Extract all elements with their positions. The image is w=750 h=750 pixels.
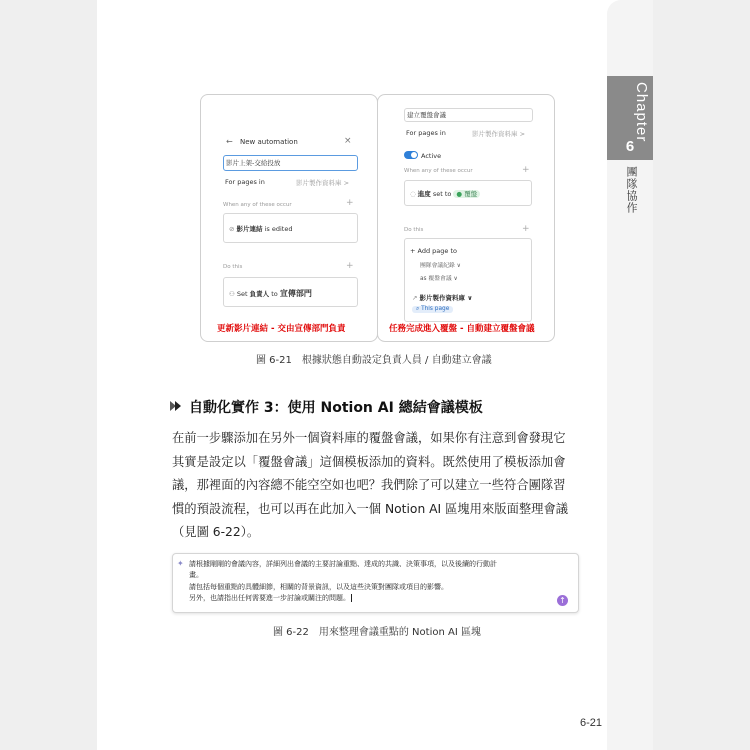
action-property: 負責人 xyxy=(249,290,270,298)
action-value: 宣傳部門 xyxy=(279,289,312,298)
automation-name-value: 影片上架-交給投放 xyxy=(226,159,281,167)
search-icon: ⌕ xyxy=(416,306,420,312)
prompt-line-text: 另外，也請指出任何需要進一步討論或關注的問題。 xyxy=(189,593,350,602)
paragraph-line: 議，那裡面的內容總不能空空如也吧？我們除了可以建立一些符合團隊習 xyxy=(172,478,566,493)
as-label: as xyxy=(420,276,427,282)
for-pages-db[interactable]: 影片製作資料庫 > xyxy=(472,130,526,138)
sparkle-icon: ✦ xyxy=(177,559,184,568)
action-header: Do this xyxy=(404,227,424,233)
trigger-condition: is edited xyxy=(262,225,293,233)
figure-6-21-caption: 圖 6-21 根據狀態自動設定負責人員 / 自動建立會議 xyxy=(256,355,492,366)
status-icon: ◌ xyxy=(410,190,416,198)
paragraph-line: 慣的預設流程，也可以再在此加入一個 Notion AI 區塊用來版面整理會議 xyxy=(172,501,569,516)
close-icon[interactable]: × xyxy=(344,136,352,146)
chapter-title: 團隊協作 xyxy=(625,166,638,214)
chapter-number: 6 xyxy=(625,138,635,155)
add-page-row xyxy=(410,247,457,255)
prompt-line: 請包括每個重點的具體細節，相關的背景資訊，以及這些決策對團隊或項目的影響。 xyxy=(189,582,448,591)
action-to: to xyxy=(269,290,280,298)
add-action-icon[interactable]: + xyxy=(522,224,530,234)
prompt-line: 請根據剛剛的會議內容，詳細列出會議的主要討論重點、達成的共識、決策事項，以及後續的行動計 xyxy=(189,560,497,568)
add-page-label: Add page to xyxy=(417,247,458,255)
prompt-line xyxy=(189,593,559,604)
add-action-icon[interactable]: + xyxy=(346,261,354,271)
relation-property: 影片製作資料庫 ∨ xyxy=(419,294,473,302)
add-trigger-icon[interactable]: + xyxy=(522,165,530,175)
prompt-line: 畫。 xyxy=(189,571,203,580)
plus-icon: + xyxy=(410,247,416,255)
paragraph-line: 其實是設定以「覆盤會議」這個模板添加的資料。既然使用了模板添加會 xyxy=(172,454,566,469)
template-select[interactable]: 覆盤會議 ∨ xyxy=(428,276,458,282)
paragraph-line: 在前一步驟添加在另外一個資料庫的覆盤會議，如果你有注意到會發現它 xyxy=(172,431,566,445)
back-arrow-icon[interactable]: ← xyxy=(226,137,233,146)
toggle-knob xyxy=(411,152,417,158)
automation-title: New automation xyxy=(240,138,298,146)
trigger-text xyxy=(410,189,480,198)
chapter-label: Chapter xyxy=(633,82,650,143)
active-toggle[interactable] xyxy=(404,151,418,159)
this-page-pill[interactable] xyxy=(412,306,453,313)
relation-row xyxy=(412,293,473,302)
action-prefix: Set xyxy=(236,290,250,298)
trigger-property: 影片連結 xyxy=(236,225,263,233)
add-trigger-icon[interactable]: + xyxy=(346,198,354,208)
page-number: 6-21 xyxy=(580,717,603,729)
people-icon: ⚇ xyxy=(229,290,235,298)
for-pages-label: For pages in xyxy=(406,129,446,137)
double-chevron-icon xyxy=(170,399,184,413)
trigger-header: When any of these occur xyxy=(404,168,473,174)
submit-arrow-up-icon[interactable]: ↑ xyxy=(557,595,568,606)
link-icon: ⊘ xyxy=(229,225,235,233)
template-row xyxy=(420,273,458,282)
trigger-condition: set to xyxy=(430,190,454,198)
trigger-property: 進度 xyxy=(417,190,431,198)
action-header: Do this xyxy=(223,264,243,270)
for-pages-label: For pages in xyxy=(225,178,265,186)
ai-prompt-text[interactable] xyxy=(189,559,559,604)
target-db[interactable]: 團隊會議紀錄 ∨ xyxy=(420,263,461,269)
status-pill: ● 覆盤 xyxy=(453,190,480,198)
arrow-up-right-icon: ↗ xyxy=(412,294,418,302)
status-value: 覆盤 xyxy=(464,190,478,198)
right-red-caption: 任務完成進入覆盤 - 自動建立覆盤會議 xyxy=(389,324,535,334)
active-label: Active xyxy=(421,152,442,160)
text-cursor xyxy=(351,594,352,602)
body-paragraph xyxy=(172,427,586,545)
automation-name-value: 建立覆盤會議 xyxy=(407,111,446,119)
action-text xyxy=(229,288,312,299)
for-pages-db[interactable]: 影片製作資料庫 > xyxy=(296,179,350,187)
trigger-text xyxy=(229,224,292,233)
this-page-label: This page xyxy=(421,306,450,312)
left-red-caption: 更新影片連結 - 交由宣傳部門負責 xyxy=(217,324,346,334)
figure-6-22-caption: 圖 6-22 用來整理會議重點的 Notion AI 區塊 xyxy=(273,627,481,638)
section-heading: 自動化實作 3：使用 Notion AI 總結會議模板 xyxy=(189,400,483,416)
paragraph-line: （見圖 6-22）。 xyxy=(172,525,260,540)
trigger-header: When any of these occur xyxy=(223,202,292,208)
